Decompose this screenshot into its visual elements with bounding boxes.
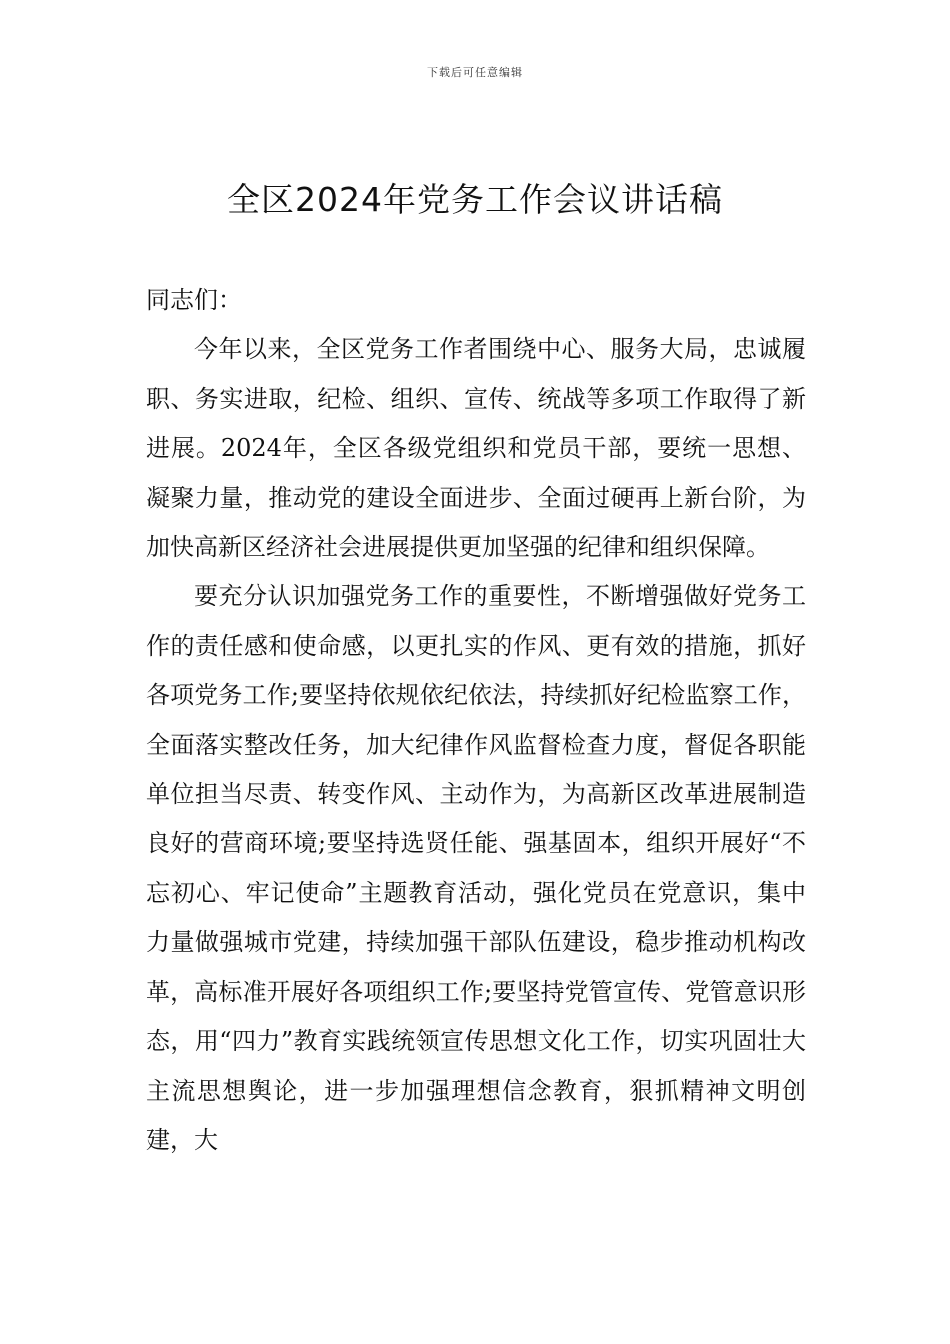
document-title: 全区2024年党务工作会议讲话稿: [227, 180, 723, 219]
salutation: 同志们：: [146, 286, 242, 314]
paragraph: 要充分认识加强党务工作的重要性，不断增强做好党务工作的责任感和使命感，以更扎实的作风、更有效的措施，抓好各项党务工作;要坚持依规依纪依法，持续抓好纪检监察工作，全面落实整改任务，加大纪律作风监督检查力度，督促各职能单位担当尽责、转变作风、主动作为，为高新区改革进展制造良好的营商环境;要坚持选贤任能、强基固本，组织开展好“不忘初心、牢记使命”主题教育活动，强化党员在党意识，集中力量做强城市党建，持续加强干部队伍建设，稳步推动机构改革，高标准开展好各项组织工作;要坚持党管宣传、党管意识形态，用“四力”教育实践统领宣传思想文化工作，切实巩固壮大主流思想舆论，进一步加强理想信念教育，狠抓精神文明创建，大: [146, 582, 806, 1154]
document-body: [146, 276, 806, 1165]
header-note: 下载后可任意编辑: [427, 66, 523, 79]
paragraph: 今年以来，全区党务工作者围绕中心、服务大局，忠诚履职、务实进取，纪检、组织、宣传、统战等多项工作取得了新进展。2024年，全区各级党组织和党员干部，要统一思想、凝聚力量，推动党的建设全面进步、全面过硬再上新台阶，为加快高新区经济社会进展提供更加坚强的纪律和组织保障。: [146, 335, 806, 562]
